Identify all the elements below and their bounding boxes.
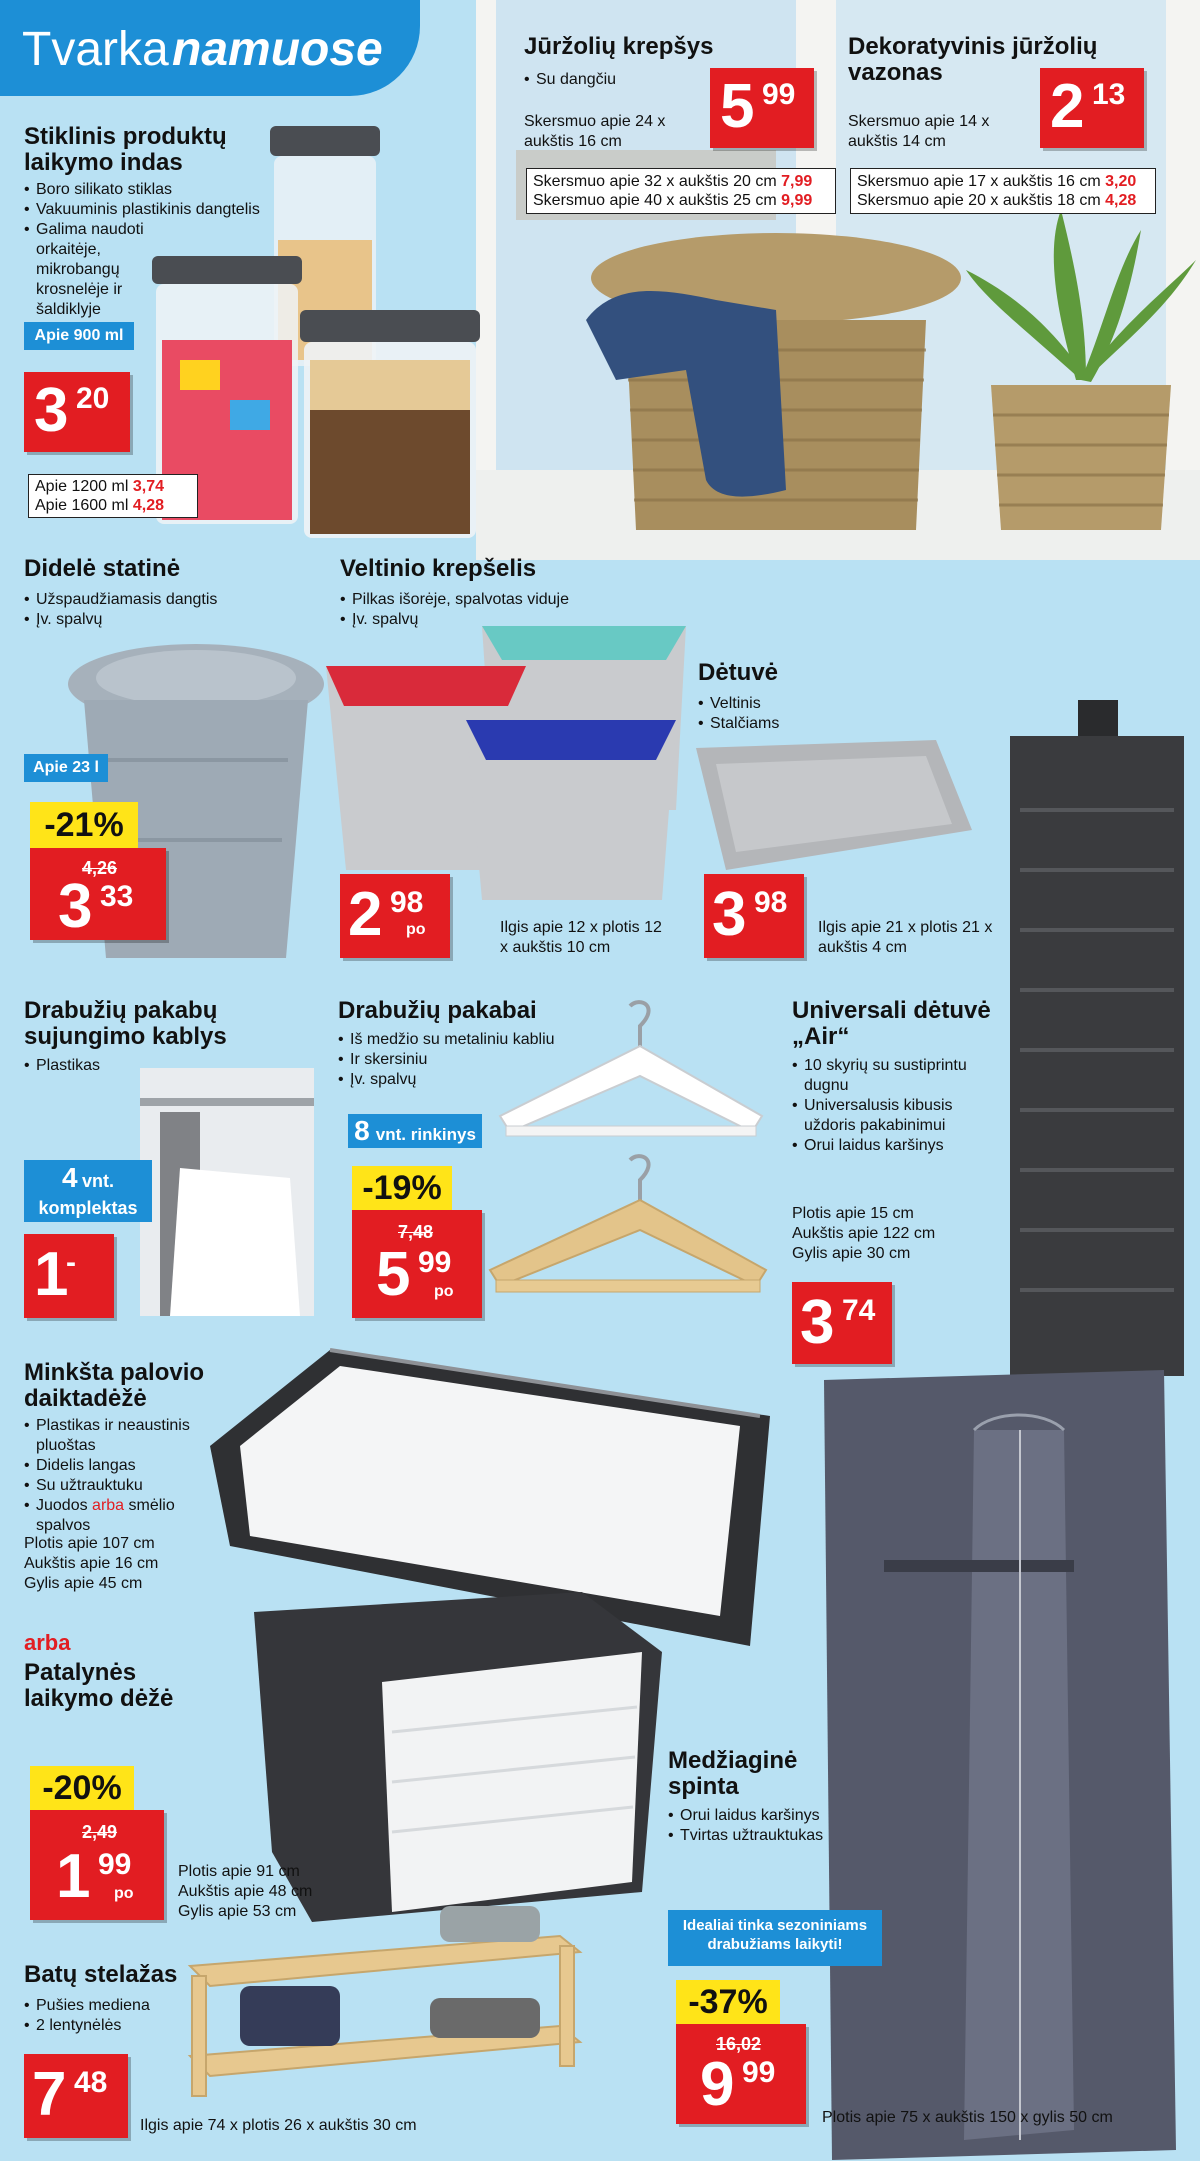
organizer-dim: Plotis apie 15 cm — [792, 1205, 914, 1222]
organizer-dim: Gylis apie 30 cm — [792, 1245, 911, 1262]
pot-size: Skersmuo apie 14 x aukštis 14 cm — [848, 113, 990, 150]
bedding-box-discount-badge: -20% — [30, 1766, 134, 1810]
bedding-box-dim: Plotis apie 91 cm — [178, 1863, 300, 1880]
jar-title: Stiklinis produktų laikymo indas — [24, 123, 227, 176]
tray-price-int: 3 — [712, 880, 747, 949]
shoe-rack-price-int: 7 — [32, 2060, 67, 2129]
jar-variants — [28, 474, 198, 518]
shoe-rack-price-dec: 48 — [74, 2066, 108, 2099]
bedding-box-price-dec: 99 — [98, 1848, 132, 1881]
hanger-hooks-price — [24, 1234, 114, 1318]
hanger-hooks-pack-unit: vnt. — [82, 1171, 115, 1191]
jar-variant — [35, 477, 191, 496]
pot-price — [1040, 68, 1144, 148]
bedding-box-dim: Gylis apie 53 cm — [178, 1903, 297, 1920]
jar-volume-tag: Apie 900 ml — [24, 322, 134, 350]
wardrobe-features — [668, 1806, 838, 1846]
basket-variant — [533, 172, 829, 191]
basket-price-dec: 99 — [762, 78, 796, 111]
hangers-feature: • Ir skersiniu — [338, 1050, 588, 1070]
seagrass-basket-image — [586, 230, 966, 540]
bin-feature: • Įv. spalvų — [24, 610, 217, 630]
hangers-old-price: 7,48 — [398, 1222, 434, 1242]
plant-pot-image — [966, 210, 1196, 540]
felt-basket-feature: • Pilkas išorėje, spalvotas viduje — [340, 590, 569, 610]
jars-image — [150, 120, 480, 540]
jar-variant-label: Apie 1600 ml — [35, 497, 129, 514]
shoe-rack-image — [180, 1906, 590, 2102]
tray-price — [704, 874, 804, 958]
bin-discount-badge: -21% — [30, 802, 138, 848]
underbed-feature: • Plastikas ir neaustinis pluoštas — [24, 1416, 214, 1456]
organizer-dims — [792, 1204, 962, 1264]
jar-price — [24, 372, 130, 452]
pot-variant-label: Skersmuo apie 20 x aukštis 18 cm — [857, 192, 1101, 209]
felt-baskets-image — [326, 610, 686, 900]
hanger-hooks-feature: • Plastikas — [24, 1056, 100, 1076]
underbed-features — [24, 1416, 214, 1536]
hanging-organizer-image — [1006, 700, 1188, 1376]
wardrobe-image — [824, 1370, 1176, 2160]
pot-variant-price: 4,28 — [1105, 192, 1137, 209]
bedding-box-price — [30, 1810, 164, 1920]
basket-price-int: 5 — [720, 72, 755, 141]
bin-features — [24, 590, 217, 630]
shoe-rack-size: Ilgis apie 74 x plotis 26 x aukštis 30 cm — [140, 2117, 417, 2134]
tray-feature: • Stalčiams — [698, 714, 779, 734]
pot-variant-price: 3,20 — [1105, 173, 1137, 190]
felt-basket-feature: • Įv. spalvų — [340, 610, 569, 630]
pot-variant-label: Skersmuo apie 17 x aukštis 16 cm — [857, 173, 1101, 190]
hangers-pack-count: 8 — [354, 1115, 370, 1146]
tray-title: Dėtuvė — [698, 659, 779, 686]
bedding-box-old-price: 2,49 — [82, 1822, 118, 1842]
bin-price-int: 3 — [58, 872, 93, 941]
or-label: arba — [24, 1630, 71, 1655]
basket-size: Skersmuo apie 24 x aukštis 16 cm — [524, 113, 666, 150]
tray-price-dec: 98 — [754, 886, 788, 919]
hanger-hooks-features — [24, 1056, 100, 1076]
felt-basket-size: Ilgis apie 12 x plotis 12 x aukštis 10 cm — [500, 919, 662, 956]
jar-variant-price: 4,28 — [132, 497, 164, 514]
hangers-price-int: 5 — [376, 1240, 411, 1309]
bin-volume-tag: Apie 23 l — [24, 754, 108, 782]
basket-feature: • Su dangčiu — [524, 70, 616, 90]
bin-title: Didelė statinė — [24, 555, 181, 582]
bin-feature: • Užspaudžiamasis dangtis — [24, 590, 217, 610]
pot-price-int: 2 — [1050, 72, 1085, 141]
organizer-feature: • Orui laidus karšinys — [792, 1136, 992, 1156]
hangers-title: Drabužių pakabai — [338, 997, 537, 1024]
jar-variant-price: 3,74 — [132, 478, 164, 495]
hanger-hooks-image — [140, 1068, 314, 1316]
bedding-box-price-int: 1 — [56, 1842, 91, 1911]
organizer-feature: • 10 skyrių su sustiprintu dugnu — [792, 1056, 992, 1096]
basket-features — [524, 70, 616, 90]
bedding-box-dim: Aukštis apie 48 cm — [178, 1883, 313, 1900]
tray-feature: • Veltinis — [698, 694, 779, 714]
underbed-dim: Aukštis apie 16 cm — [24, 1555, 159, 1572]
jar-variant-label: Apie 1200 ml — [35, 478, 129, 495]
underbed-color-before: Juodos — [36, 1497, 93, 1514]
hangers-feature: • Įv. spalvų — [338, 1070, 588, 1090]
tray-size: Ilgis apie 21 x plotis 21 x aukštis 4 cm — [818, 919, 993, 956]
hanger-hooks-price-int: 1 — [34, 1240, 69, 1309]
basket-variant — [533, 191, 829, 210]
basket-title: Jūržolių krepšys — [524, 33, 714, 60]
bedding-box-image — [252, 1592, 672, 1922]
jar-feature: • Boro silikato stiklas — [24, 180, 264, 200]
shoe-rack-title: Batų stelažas — [24, 1961, 178, 1988]
header-title-bold: namuose — [172, 23, 383, 76]
underbed-color-after: smėlio spalvos — [36, 1497, 175, 1534]
bedding-box-price-unit: po — [114, 1885, 134, 1902]
basket-variant-label: Skersmuo apie 40 x aukštis 25 cm — [533, 192, 777, 209]
organizer-dim: Aukštis apie 122 cm — [792, 1225, 936, 1242]
underbed-title: Minkšta palovio daiktadėžė — [24, 1359, 205, 1412]
white-hangers-image — [490, 996, 770, 1156]
jar-feature: • Vakuuminis plastikinis dangtelis — [24, 200, 264, 220]
pot-variant — [857, 172, 1149, 191]
pot-variant — [857, 191, 1149, 210]
bin-price — [30, 848, 166, 940]
hangers-pack-label: vnt. rinkinys — [375, 1125, 476, 1144]
organizer-features — [792, 1056, 992, 1156]
hangers-price — [352, 1210, 482, 1318]
wardrobe-price-int: 9 — [700, 2050, 735, 2119]
hangers-price-dec: 99 — [418, 1246, 452, 1279]
hangers-price-unit: po — [434, 1283, 454, 1300]
wardrobe-feature: • Orui laidus karšinys — [668, 1806, 838, 1826]
header-title-light: Tvarka — [22, 23, 169, 76]
tray-features — [698, 694, 779, 734]
shoe-rack-features — [24, 1996, 150, 2036]
wardrobe-price-dec: 99 — [742, 2056, 776, 2089]
organizer-title: Universali dėtuvė „Air“ — [792, 997, 991, 1050]
hangers-discount-badge: -19% — [352, 1166, 452, 1210]
jar-price-dec: 20 — [76, 382, 110, 415]
underbed-color-line — [24, 1496, 214, 1536]
pot-price-dec: 13 — [1092, 78, 1126, 111]
shoe-rack-feature: • Pušies mediena — [24, 1996, 150, 2016]
bin-old-price: 4,26 — [82, 858, 118, 878]
wardrobe-feature: • Tvirtas užtrauktukas — [668, 1826, 838, 1846]
wardrobe-size: Plotis apie 75 x aukštis 150 x gylis 50 cm — [822, 2109, 1113, 2126]
underbed-dims — [24, 1534, 158, 1594]
felt-basket-price — [340, 874, 450, 958]
hanger-hooks-title: Drabužių pakabų sujungimo kablys — [24, 997, 227, 1050]
organizer-price-int: 3 — [800, 1288, 835, 1357]
felt-basket-price-dec: 98 — [390, 886, 424, 919]
shoe-rack-feature: • 2 lentynėlės — [24, 2016, 150, 2036]
basket-variant-label: Skersmuo apie 32 x aukštis 20 cm — [533, 173, 777, 190]
felt-basket-price-int: 2 — [348, 880, 383, 949]
hanger-hooks-price-dec: - — [66, 1246, 76, 1279]
basket-variant-price: 7,99 — [781, 173, 813, 190]
organizer-price-dec: 74 — [842, 1294, 876, 1327]
basket-price — [710, 68, 814, 148]
jar-price-int: 3 — [34, 376, 69, 445]
pot-title: Dekoratyvinis jūržolių vazonas — [848, 33, 1098, 86]
header-banner — [0, 0, 420, 96]
underbed-feature: • Su užtrauktuku — [24, 1476, 214, 1496]
pot-variants — [850, 168, 1156, 214]
hangers-feature: • Iš medžio su metaliniu kabliu — [338, 1030, 588, 1050]
felt-basket-price-unit: po — [406, 921, 426, 938]
underbed-dim: Plotis apie 107 cm — [24, 1535, 155, 1552]
hangers-pack-tag — [348, 1114, 482, 1148]
wardrobe-title: Medžiaginė spinta — [668, 1747, 798, 1800]
wardrobe-promo-tag: Idealiai tinka sezoniniams drabužiams laikyti! — [668, 1910, 882, 1966]
wardrobe-old-price: 16,02 — [716, 2034, 762, 2054]
organizer-price — [792, 1282, 892, 1364]
wardrobe-discount-badge: -37% — [676, 1980, 780, 2024]
hanger-hooks-pack-count: 4 — [61, 1162, 78, 1193]
hanger-hooks-pack-tag — [24, 1160, 152, 1222]
wooden-hangers-image — [480, 1150, 770, 1310]
felt-basket-title: Veltinio krepšelis — [340, 555, 537, 582]
basket-variants — [526, 168, 836, 214]
basket-variant-price: 9,99 — [781, 192, 813, 209]
underbed-color-or: arba — [92, 1497, 125, 1514]
jar-feature: • Galima naudoti orkaitėje, mikrobangų krosnelėje ir šaldiklyje — [24, 220, 156, 320]
wardrobe-price — [676, 2024, 806, 2124]
jar-variant — [35, 496, 191, 515]
underbed-dim: Gylis apie 45 cm — [24, 1575, 143, 1592]
underbed-feature: • Didelis langas — [24, 1456, 214, 1476]
bin-price-dec: 33 — [100, 880, 134, 913]
shoe-rack-price — [24, 2054, 128, 2138]
bedding-box-title: Patalynės laikymo dėžė — [24, 1659, 174, 1712]
felt-tray-image — [686, 740, 976, 870]
organizer-feature: • Universalusis kibusis uždoris pakabinimui — [792, 1096, 992, 1136]
hanger-hooks-pack-label: komplektas — [38, 1198, 138, 1218]
